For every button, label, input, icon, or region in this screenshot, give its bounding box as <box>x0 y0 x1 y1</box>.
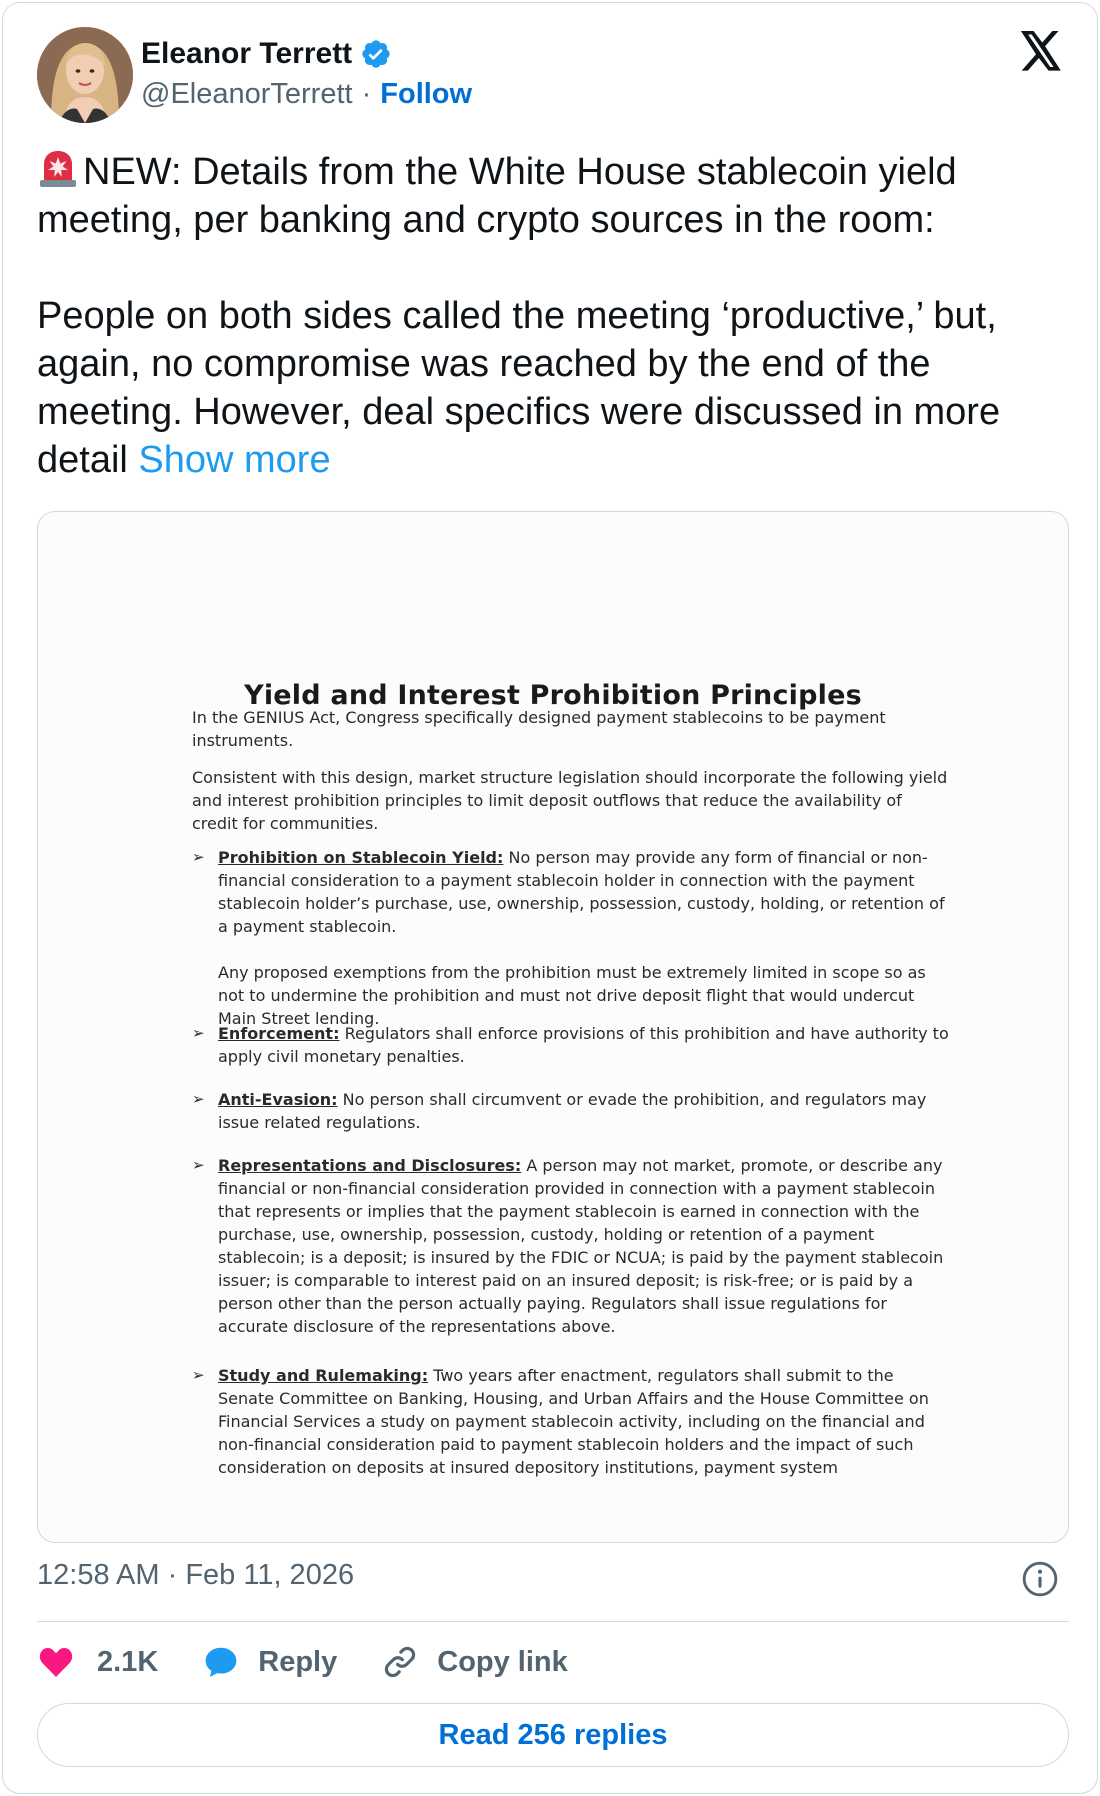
separator-dot: · <box>361 78 372 110</box>
bullet-heading: Anti-Evasion: <box>218 1090 338 1109</box>
heart-icon <box>37 1643 75 1681</box>
document-title: Yield and Interest Prohibition Principles <box>244 680 862 711</box>
show-more-link[interactable]: Show more <box>138 439 331 481</box>
copy-link-button[interactable] <box>381 1643 568 1681</box>
bullet-text: Two years after enactment, regulators shall submit to the Senate Committee on Banking, Housing, and Urban Affairs and the House Committee on Financial Services a study on payment stablecoin activity, including on the financial and non-financial consideration paid to payment stablecoin holders and the impact of such consideration on deposits at insured depository institutions, payment system <box>218 1366 929 1477</box>
follow-button[interactable]: Follow <box>380 78 473 110</box>
tweet-card <box>2 2 1098 1794</box>
bullet-arrow-icon: ➢ <box>192 848 205 866</box>
rotating-light-icon <box>37 148 79 188</box>
document-intro-2: Consistent with this design, market structure legislation should incorporate the following yield and interest prohibition principles to limit deposit outflows that reduce the availability of credit for communities. <box>192 768 948 833</box>
reply-label: Reply <box>258 1645 338 1678</box>
separator-dot: · <box>167 1559 186 1591</box>
tweet-paragraph-2 <box>37 292 1067 484</box>
tweet-date[interactable]: Feb 11, 2026 <box>185 1559 355 1591</box>
attached-document-image[interactable] <box>37 511 1069 1543</box>
action-bar <box>37 1640 612 1684</box>
document-bullet <box>192 1154 952 1338</box>
copy-link-label: Copy link <box>437 1645 568 1678</box>
bullet-text: Regulators shall enforce provisions of this prohibition and have authority to apply civil monetary penalties. <box>218 1024 949 1066</box>
reply-bubble-icon <box>202 1643 240 1681</box>
info-icon[interactable] <box>1021 1560 1059 1598</box>
tweet-text <box>37 148 1067 484</box>
tweet-paragraph-1-text: NEW: Details from the White House stablecoin yield meeting, per banking and crypto sources in the room: <box>37 151 957 241</box>
author-name-text[interactable]: Eleanor Terrett <box>141 37 353 70</box>
bullet-text: No person may provide any form of financial or non-financial consideration to a payment stablecoin holder in connection with the payment stablecoin holder’s purchase, use, ownership, possession, custody, holding, or retention of a payment stablecoin. <box>218 848 945 936</box>
tweet-timestamp[interactable] <box>37 1559 354 1592</box>
tweet-paragraph-1 <box>37 148 1067 244</box>
tweet-time[interactable]: 12:58 AM <box>37 1559 160 1591</box>
author-handle[interactable]: @EleanorTerrett <box>141 78 353 110</box>
document-bullet <box>192 1364 952 1479</box>
handle-row <box>141 78 472 111</box>
bullet-text: A person may not market, promote, or describe any financial or non-financial consideration provided in connection with a payment stablecoin that represents or implies that the payment stablecoin is earned in connection with the purchase, use, ownership, possession, custody, holding or retention of a payment stablecoin; is a deposit; is insured by the FDIC or NCUA; is paid by the payment stablecoin issuer; is comparable to interest paid on an insured deposit; is risk-free; or is paid by a person other than the person actually paying. Regulators shall issue regulations for accurate disclosure of the representations above. <box>218 1156 944 1336</box>
link-icon <box>381 1643 419 1681</box>
bullet-subtext: Any proposed exemptions from the prohibition must be extremely limited in scope so as not to undermine the prohibition and must not drive deposit flight that would undercut Main Street lending. <box>218 963 926 1028</box>
author-name[interactable] <box>141 37 392 71</box>
read-replies-button[interactable]: Read 256 replies <box>37 1703 1069 1767</box>
document-bullet <box>192 1088 952 1134</box>
bullet-arrow-icon: ➢ <box>192 1024 205 1042</box>
bullet-heading: Enforcement: <box>218 1024 340 1043</box>
bullet-heading: Prohibition on Stablecoin Yield: <box>218 848 504 867</box>
like-count: 2.1K <box>97 1645 159 1678</box>
x-logo-icon[interactable] <box>1019 31 1063 71</box>
reply-button[interactable] <box>202 1643 337 1681</box>
document-intro-1: In the GENIUS Act, Congress specifically designed payment stablecoins to be payment instruments. <box>192 708 886 750</box>
bullet-arrow-icon: ➢ <box>192 1366 205 1384</box>
document-bullet <box>192 1022 952 1068</box>
bullet-heading: Representations and Disclosures: <box>218 1156 522 1175</box>
verified-badge-icon <box>360 38 392 70</box>
bullet-heading: Study and Rulemaking: <box>218 1366 429 1385</box>
tweet-paragraph-2-text: People on both sides called the meeting ‘productive,’ but, again, no compromise was reached by the end of the meeting. However, deal specifics were discussed in more detail <box>37 295 1001 481</box>
like-button[interactable] <box>37 1643 158 1681</box>
document-bullet <box>192 846 952 1030</box>
bullet-arrow-icon: ➢ <box>192 1090 205 1108</box>
bullet-text: No person shall circumvent or evade the prohibition, and regulators may issue related regulations. <box>218 1090 927 1132</box>
avatar[interactable] <box>37 27 133 123</box>
bullet-arrow-icon: ➢ <box>192 1156 205 1174</box>
document-page <box>38 512 1068 1542</box>
divider <box>37 1621 1069 1622</box>
